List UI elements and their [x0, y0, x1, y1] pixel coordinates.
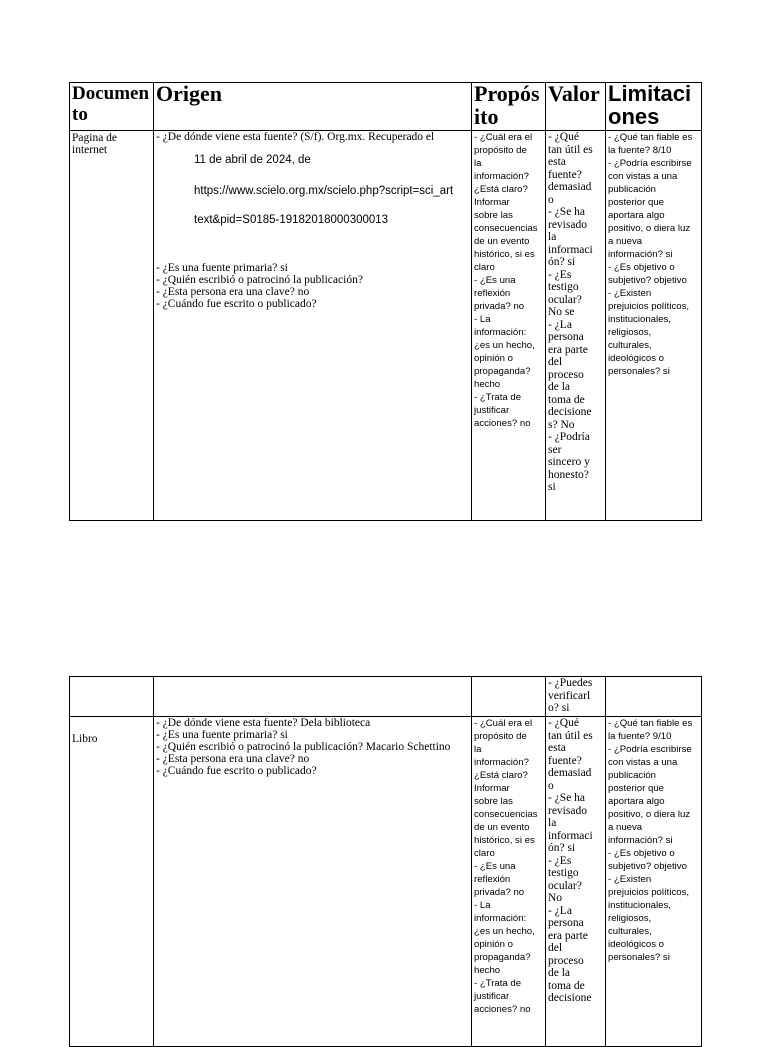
text-line: justificar [474, 991, 510, 1002]
text-line: esta [548, 742, 566, 754]
documento-label: Pagina de internet [72, 132, 118, 156]
text-line: Informar [474, 783, 510, 794]
text-line: propósito de [474, 145, 527, 156]
text-line: opinión o [474, 353, 513, 364]
text-line: información: [474, 913, 527, 924]
text-line: informaci [548, 243, 593, 256]
text-line: consecuencias [474, 223, 538, 234]
text-line: hecho [474, 379, 501, 390]
text-line: a nueva [608, 822, 643, 833]
text-line: persona [548, 917, 584, 929]
text-line: tan útil es [548, 729, 593, 742]
text-line: demasiad [548, 767, 592, 779]
text-line: s? No [548, 418, 575, 431]
text-line: la [548, 817, 557, 829]
empty-cell [70, 677, 154, 717]
text-line: propaganda? [474, 366, 531, 377]
text-line: subjetivo? objetivo [608, 861, 687, 872]
list-item: - ¿Es una fuente primaria? si [156, 262, 288, 274]
valor-continued-cell [546, 677, 606, 717]
text-line: de la [548, 381, 571, 393]
list-item: - ¿De dónde viene esta fuente? Dela biblioteca [156, 717, 371, 729]
text-line: sincero y [548, 456, 590, 468]
documento-cell [70, 131, 154, 521]
text-line: privada? no [474, 301, 525, 312]
text-line: de la [548, 967, 571, 979]
text-line: positivo, o diera luz [608, 809, 691, 820]
text-line: sobre las [474, 210, 513, 221]
text-line: de un evento [474, 822, 530, 833]
origen-cell [154, 131, 472, 521]
documento-label: Libro [72, 733, 98, 745]
text-line: del [548, 356, 563, 368]
text-line: - ¿Podría escribirse [608, 158, 692, 169]
table-header-row [70, 83, 702, 131]
text-line: - ¿Puedes [548, 677, 593, 689]
text-line: proceso [548, 368, 584, 381]
text-line: - ¿Existen [608, 874, 652, 885]
text-line: tan útil es [548, 143, 593, 156]
text-line: si [548, 481, 556, 493]
text-line: o [548, 193, 554, 206]
header-documento: Documento [70, 83, 154, 131]
text-line: del [548, 942, 563, 954]
text-line: subjetivo? objetivo [608, 275, 687, 286]
valor-lines [548, 131, 603, 494]
text-line: - ¿Trata de [474, 978, 522, 989]
continuation-row [70, 677, 702, 717]
text-line: ón? si [548, 842, 576, 854]
text-line: prejuicios políticos, [608, 301, 690, 312]
text-line: - La [474, 900, 491, 911]
limitaciones-cell [606, 717, 702, 1047]
text-line: publicación [608, 184, 657, 195]
text-line: acciones? no [474, 1004, 531, 1015]
text-line: ideológicos o [608, 353, 665, 364]
header-proposito: Propósito [472, 83, 546, 131]
empty-cell [606, 677, 702, 717]
valor-lines [548, 717, 603, 1005]
text-line: Informar [474, 197, 510, 208]
text-line: la fuente? 9/10 [608, 731, 672, 742]
text-line: reflexión [474, 874, 511, 885]
text-line: culturales, [608, 340, 652, 351]
text-line: posterior que [608, 197, 664, 208]
origen-cell [154, 717, 472, 1047]
text-line: la [548, 231, 557, 243]
text-line: información? si [608, 835, 673, 846]
list-item: - ¿Quién escribió o patrocinó la publicación? Macario Schettino [156, 741, 451, 753]
proposito-cell [472, 717, 546, 1047]
limitaciones-lines [608, 717, 699, 964]
text-line: - ¿Es [548, 854, 572, 867]
table-row [70, 131, 702, 521]
text-line: aportara algo [608, 796, 665, 807]
text-line: información? [474, 171, 529, 182]
text-line: - ¿Cuál era el [474, 132, 533, 143]
text-line: - ¿Qué tan fiable es [608, 718, 693, 729]
text-line: ocular? [548, 879, 582, 892]
text-line: histórico, si es [474, 835, 535, 846]
text-line: - ¿Es objetivo o [608, 848, 675, 859]
text-line: informaci [548, 829, 593, 842]
valor-cell [546, 131, 606, 521]
text-line: - ¿La [548, 318, 572, 331]
text-line: era parte [548, 929, 588, 942]
header-limitaciones: Limitaciones [606, 83, 702, 131]
text-line: propaganda? [474, 952, 531, 963]
text-line: la [474, 744, 482, 755]
proposito-lines [474, 717, 543, 1016]
text-line: aportara algo [608, 210, 665, 221]
text-line: esta [548, 156, 566, 168]
limitaciones-cell [606, 131, 702, 521]
text-line: fuente? [548, 754, 582, 767]
text-line: - ¿Qué [548, 131, 579, 143]
text-line: consecuencias [474, 809, 538, 820]
text-line: demasiad [548, 181, 592, 193]
text-line: de un evento [474, 236, 530, 247]
text-line: con vistas a una [608, 171, 678, 182]
documento-cell [70, 717, 154, 1047]
text-line: ocular? [548, 293, 582, 306]
text-line: verificarl [548, 689, 591, 702]
text-line: personales? si [608, 952, 670, 963]
text-line: - ¿Existen [608, 288, 652, 299]
text-line: histórico, si es [474, 249, 535, 260]
text-line: ¿es un hecho, [474, 340, 535, 351]
origen-questions [156, 717, 469, 777]
text-line: claro [474, 848, 495, 859]
empty-cell [472, 677, 546, 717]
text-line: institucionales, [608, 900, 671, 911]
text-line: prejuicios políticos, [608, 887, 690, 898]
text-line: persona [548, 331, 584, 343]
text-line: información? [474, 757, 529, 768]
empty-cell [154, 677, 472, 717]
text-line: revisado [548, 218, 587, 231]
text-line: toma de [548, 979, 585, 992]
text-line: la [474, 158, 482, 169]
text-line: o [548, 779, 554, 792]
table-row [70, 717, 702, 1047]
sources-table-1 [69, 82, 702, 521]
text-line: ¿es un hecho, [474, 926, 535, 937]
list-item: - ¿Cuándo fue escrito o publicado? [156, 298, 317, 310]
sources-table-2 [69, 676, 702, 1047]
text-line: toma de [548, 393, 585, 406]
proposito-lines [474, 131, 543, 430]
text-line: honesto? [548, 468, 589, 481]
reference-url-line: https://www.scielo.org.mx/scielo.php?script=sci_art [194, 185, 454, 197]
text-line: o? si [548, 702, 570, 714]
text-line: - ¿Es objetivo o [608, 262, 675, 273]
text-line: testigo [548, 281, 579, 293]
text-line: opinión o [474, 939, 513, 950]
reference-url-line: text&pid=S0185-19182018000300013 [194, 214, 389, 226]
list-item: - ¿Esta persona era una clave? no [156, 286, 310, 298]
list-item: - ¿Esta persona era una clave? no [156, 753, 310, 765]
text-line: ideológicos o [608, 939, 665, 950]
text-line: justificar [474, 405, 510, 416]
valor-cell [546, 717, 606, 1047]
text-line: - ¿Podría [548, 431, 590, 443]
text-line: reflexión [474, 288, 511, 299]
list-item: - ¿Quién escribió o patrocinó la publicación? [156, 274, 363, 286]
proposito-cell [472, 131, 546, 521]
text-line: No se [548, 306, 575, 318]
text-line: culturales, [608, 926, 652, 937]
text-line: - ¿Qué tan fiable es [608, 132, 693, 143]
reference-line: 11 de abril de 2024, de [194, 154, 311, 166]
header-valor: Valor [546, 83, 606, 131]
text-line: claro [474, 262, 495, 273]
text-line: positivo, o diera luz [608, 223, 691, 234]
text-line: información: [474, 327, 527, 338]
text-line: - La [474, 314, 491, 325]
text-line: propósito de [474, 731, 527, 742]
text-line: posterior que [608, 783, 664, 794]
text-line: - ¿Trata de [474, 392, 522, 403]
origen-questions [156, 262, 469, 310]
text-line: ón? si [548, 256, 576, 268]
text-line: la fuente? 8/10 [608, 145, 672, 156]
text-line: sobre las [474, 796, 513, 807]
text-line: - ¿La [548, 904, 572, 917]
text-line: - ¿Podría escribirse [608, 744, 692, 755]
text-line: publicación [608, 770, 657, 781]
limitaciones-lines [608, 131, 699, 378]
text-line: proceso [548, 954, 584, 967]
text-line: - ¿Es [548, 268, 572, 281]
text-line: - ¿Es una [474, 861, 516, 872]
text-line: decisione [548, 406, 592, 418]
text-line: acciones? no [474, 418, 531, 429]
text-line: religiosos, [608, 913, 652, 924]
text-line: hecho [474, 965, 501, 976]
text-line: decisione [548, 992, 592, 1004]
text-line: - ¿Se ha [548, 206, 586, 218]
header-origen: Origen [154, 83, 472, 131]
text-line: ¿Está claro? [474, 184, 528, 195]
text-line: No [548, 892, 563, 904]
text-line: revisado [548, 804, 587, 817]
text-line: - ¿Cuál era el [474, 718, 533, 729]
text-line: era parte [548, 343, 588, 356]
text-line: privada? no [474, 887, 525, 898]
list-item: - ¿Cuándo fue escrito o publicado? [156, 765, 317, 777]
text-line: institucionales, [608, 314, 671, 325]
list-item: - ¿Es una fuente primaria? si [156, 729, 288, 741]
text-line: personales? si [608, 366, 670, 377]
text-line: con vistas a una [608, 757, 678, 768]
text-line: ser [548, 443, 562, 456]
text-line: a nueva [608, 236, 643, 247]
origen-reference [156, 143, 469, 235]
text-line: - ¿Se ha [548, 792, 586, 804]
text-line: - ¿Es una [474, 275, 516, 286]
text-line: - ¿Qué [548, 717, 579, 729]
text-line: testigo [548, 867, 579, 879]
origen-first-line: - ¿De dónde viene esta fuente? (S/f). Org.mx. Recuperado el [156, 131, 435, 143]
text-line: ¿Está claro? [474, 770, 528, 781]
text-line: información? si [608, 249, 673, 260]
text-line: fuente? [548, 168, 582, 181]
text-line: religiosos, [608, 327, 652, 338]
